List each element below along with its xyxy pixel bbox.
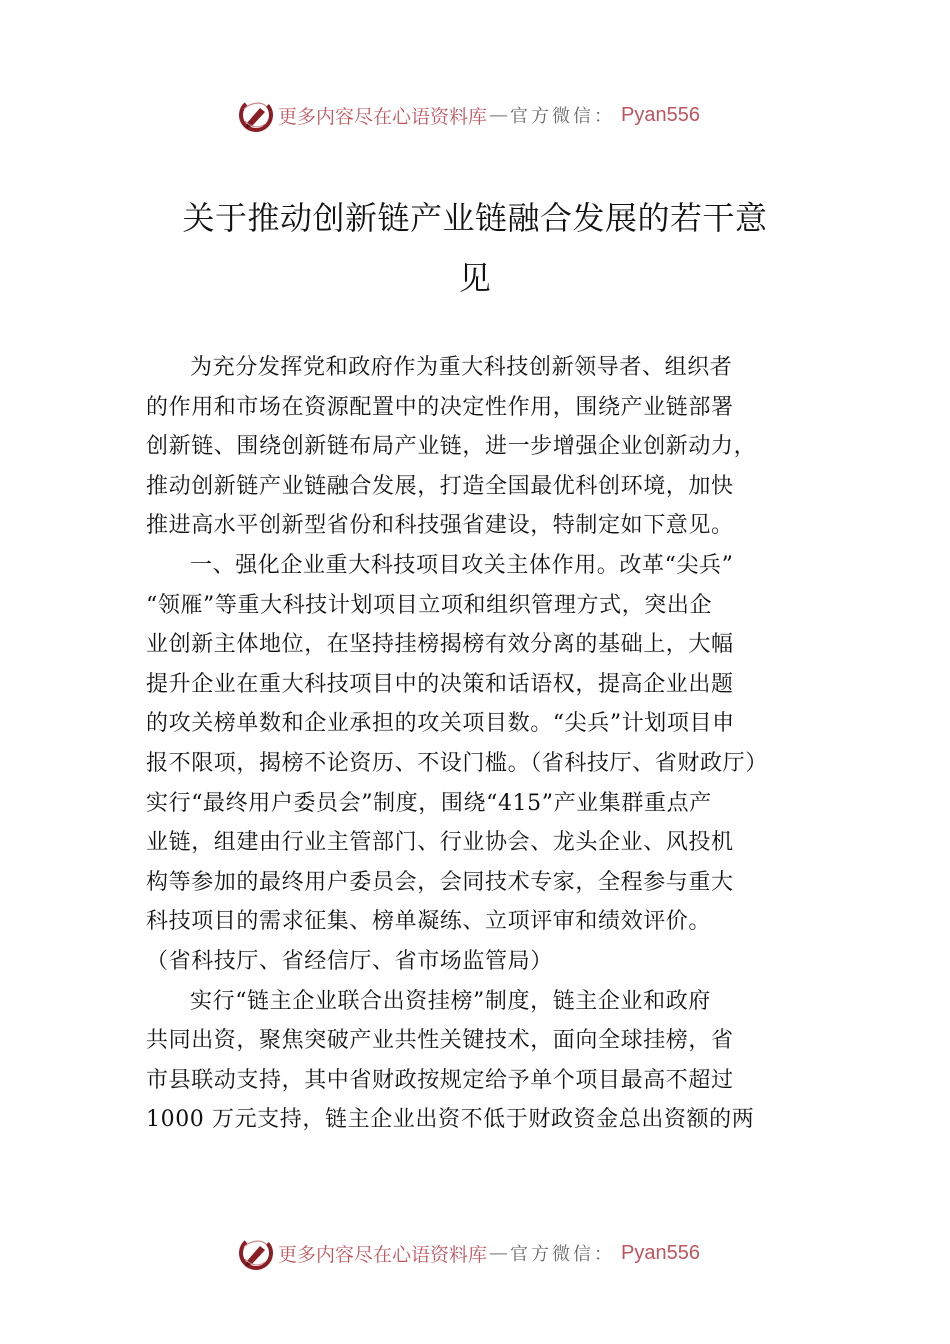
document-body [146, 348, 806, 1140]
text-line: 一、强化企业重大科技项目攻关主体作用。改革“尖兵” [190, 552, 734, 578]
banner-wechat-label: 官方微信： [510, 1244, 616, 1265]
text-line: 实行“链主企业联合出资挂榜”制度，链主企业和政府 [190, 988, 711, 1014]
text-line: 科技项目的需求征集、榜单凝练、立项评审和绩效评价。 [146, 909, 712, 935]
banner-dash: — [489, 1242, 509, 1264]
text-line: 共同出资，聚焦突破产业共性关键技术，面向全球挂榜，省 [146, 1028, 734, 1054]
text-line: 推进高水平创新型省份和科技强省建设，特制定如下意见。 [146, 513, 734, 539]
title-line-2: 见 [458, 259, 492, 297]
text-line: 提升企业在重大科技项目中的决策和话语权，提高企业出题 [146, 671, 734, 697]
text-line: 为充分发挥党和政府作为重大科技创新领导者、组织者 [190, 355, 733, 380]
text-line: 1000 万元支持，链主企业出资不低于财政资金总出资额的两 [146, 1107, 755, 1133]
banner-wechat-label: 官方微信： [510, 106, 616, 127]
text-line: “领雁”等重大科技计划项目立项和组织管理方式，突出企 [146, 592, 713, 618]
banner-wechat-id: Pyan556 [621, 1241, 700, 1264]
text-line: （省科技厅、省经信厅、省市场监管局） [146, 948, 553, 974]
text-line: 推动创新链产业链融合发展，打造全国最优科创环境，加快 [146, 473, 734, 499]
banner-wechat-id: Pyan556 [621, 103, 700, 126]
quill-pen-logo-icon [238, 97, 274, 133]
text-line: 创新链、围绕创新链布局产业链，进一步增强企业创新动力， [146, 434, 757, 460]
text-line: 的攻关榜单数和企业承担的攻关项目数。“尖兵”计划项目申 [146, 711, 735, 737]
text-line: 实行“最终用户委员会”制度，围绕“415”产业集群重点产 [146, 790, 712, 816]
banner-dash: — [489, 104, 509, 126]
text-line: 报不限项，揭榜不论资历、不设门槛。（省科技厅、省财政厅） [146, 750, 768, 776]
banner-library-text: 更多内容尽在心语资料库 [278, 105, 488, 128]
title-line-1: 关于推动创新链产业链融合发展的若干意 [182, 199, 768, 237]
document-title [145, 188, 805, 308]
text-line: 构等参加的最终用户委员会，会同技术专家，全程参与重大 [146, 869, 734, 895]
footer-banner [238, 1233, 700, 1273]
text-line: 市县联动支持，其中省财政按规定给予单个项目最高不超过 [146, 1067, 734, 1093]
quill-pen-logo-icon [238, 1235, 274, 1271]
paragraph-section-1 [146, 546, 806, 982]
header-banner [238, 95, 700, 135]
text-line: 业链，组建由行业主管部门、行业协会、龙头企业、风投机 [146, 830, 734, 856]
banner-library-text: 更多内容尽在心语资料库 [278, 1243, 488, 1266]
paragraph-chain-leader [146, 982, 806, 1022]
paragraph-chain-leader-cont [146, 1021, 806, 1140]
paragraph-intro [146, 348, 806, 546]
text-line: 的作用和市场在资源配置中的决定性作用，围绕产业链部署 [146, 394, 734, 420]
text-line: 业创新主体地位，在坚持挂榜揭榜有效分离的基础上，大幅 [146, 632, 734, 658]
